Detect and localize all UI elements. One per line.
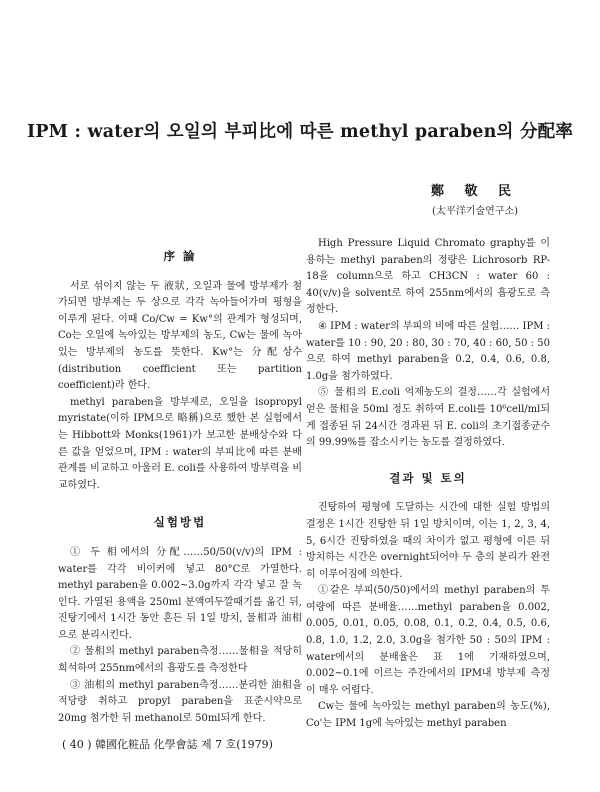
intro-paragraph-2: methyl paraben을 방부제로, 오일을 isopropyl myristate(이하 IPM으로 略稱)으로 했한 본 실험에서는 Hibbott와 Monks(1961)가 보고한 분배상수와 다른 값을 얻었으며, IPM : water의 부피比에 따른 분배관계를 비교하고 아울러 E. coli를 사용하여 방부력을 비교하였다.: [58, 396, 302, 491]
article-title: IPM : water의 오일의 부피比에 따른 methyl paraben의 分配率: [26, 122, 574, 142]
ratio-experiment-paragraph: ④ IPM : water의 부피의 비에 따른 실험…… IPM : water를 10 : 90, 20 : 80, 30 : 70, 40 : 60, 50 : 50으로 하여 methyl paraben을 0.2, 0.4, 0.6, 0.8, 1.0g을 첨가하였다.: [306, 320, 550, 382]
methods-paragraph-1: ① 두 相에서의 分配……50/50(v/v)의 IPM : water를 각각 비이커에 넣고 80°C로 가열한다. methyl paraben을 0.002~3.0g까지 각각 넣고 잘 녹인다. 가열된 용액을 250ml 분액여두깔때기를 옮긴 뒤, 진탕기에서 1시간 동안 흔든 뒤 1일 방치, 물相과 油相으로 분리시킨다.: [58, 546, 302, 641]
hplc-paragraph: High Pressure Liquid Chromato graphy를 이용하는 methyl paraben의 정량은 Lichrosorb RP-18을 column으로 하고 CH3CN : water 60 : 40(v/v)을 solvent로 하여 255nm에서의 흡광도로 측정한다.: [306, 238, 550, 316]
ecoli-paragraph: ⑤ 물相의 E.coli 억제농도의 결정……각 실험에서 얻은 물相을 50ml 정도 취하여 E.coli를 10⁶cell/ml되게 접종된 뒤 24시간 경과된 뒤 E. coli의 초기접종균수의 99.99%를 잡소시키는 농도를 결정하였다.: [306, 387, 550, 449]
methods-heading: 실험방법: [153, 515, 207, 530]
intro-paragraph-1: 서로 섞이지 않는 두 液狀, 오일과 물에 방부제가 첨가되면 방부제는 두 상으로 각각 녹아들어가며 평형을 이루게 된다. 이때 Co/Cw = Kw°의 관계가 형성되며, Co는 오일에 녹아있는 방부제의 농도, Cw는 물에 녹아있는 방부제의 농도를 뜻한다. Kw°는 分配상수(distribution coefficient 또는 partition coefficient)라 한다.: [58, 280, 302, 392]
intro-heading: 序 論: [163, 249, 197, 263]
results-paragraph-1: 진탕하여 평형에 도달하는 시간에 대한 실험 방법의 결정은 1시간 진탕한 뒤 1일 방치이며, 이는 1, 2, 3, 4, 5, 6시간 진탕하였을 때의 차이가 없고 평형에 이른 뒤 방치하는 시간은 overnight되어야 두 층의 분리가 완전히 이루어짐에 의한다.: [306, 502, 550, 580]
page-footer: ( 40 ) 韓國化粧品 化學會誌 제 7 호(1979): [62, 738, 273, 751]
left-column: [58, 248, 302, 727]
author-affiliation: (太平洋기술연구소): [431, 206, 519, 217]
results-heading: 결과 및 토의: [389, 470, 467, 485]
methods-paragraph-3: ③ 油相의 methyl paraben측정……분리한 油相을 적당량 취하고 propyl paraben을 표준시약으로 20mg 첨가한 뒤 methanol로 50ml되게 한다.: [58, 679, 302, 724]
results-paragraph-2: ①같은 부피(50/50)에서의 methyl paraben의 투여량에 따른 분배율……methyl paraben을 0.002, 0.005, 0.01, 0.05, 0.08, 0.1, 0.2, 0.4, 0.5, 0.6, 0.8, 1.0, 1.2, 2.0, 3.0g을 첨가한 50 : 50의 IPM : water에서의 분배율은 표 1에 기재하였으며, 0.002~0.1에 이르는 주간에서의 IPM내 방부제 측정이 매우 어렵다.: [306, 585, 550, 696]
methods-paragraph-2: ② 물相의 methyl paraben측정……물相을 적당히 희석하여 255nm에서의 흡광도를 측정한다: [58, 646, 302, 675]
author-name: 鄭 敬 民: [430, 184, 520, 199]
results-paragraph-3: Cw는 물에 녹아있는 methyl paraben의 농도(%), Co'는 IPM 1g에 녹아있는 methyl paraben: [306, 701, 550, 730]
right-column: [306, 236, 550, 733]
